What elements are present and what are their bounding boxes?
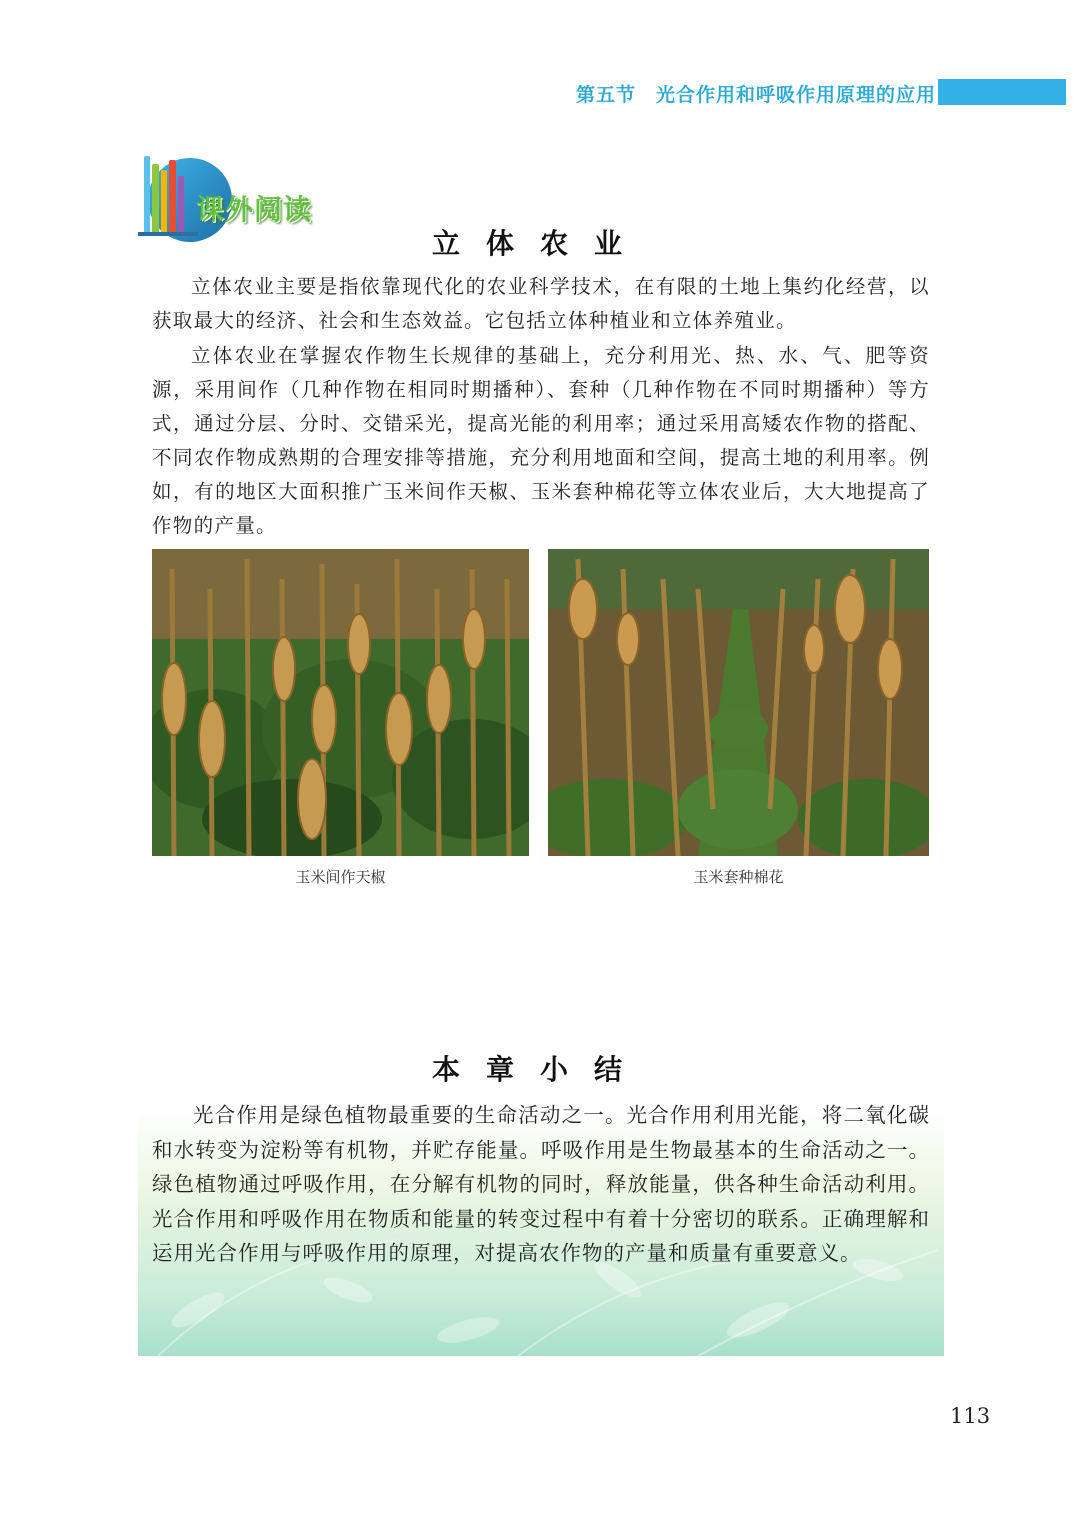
chapter-header-title: 第五节 光合作用和呼吸作用原理的应用: [575, 84, 936, 106]
corn-cotton-photo: [548, 549, 929, 856]
corn-pepper-photo: [152, 549, 529, 856]
summary-title: 本章小结: [431, 1053, 648, 1086]
reading-title: 立体农业: [431, 227, 648, 260]
header-accent-bar: [938, 79, 1066, 105]
reading-paragraph-1: 立体农业主要是指依靠现代化的农业科学技术，在有限的土地上集约化经营，以获取最大的经济、社会和生态效益。它包括立体种植业和立体养殖业。: [152, 275, 930, 332]
figure-caption-2: 玉米套种棉花: [693, 868, 784, 886]
page-number: 113: [950, 1404, 991, 1428]
summary-paragraph: 光合作用是绿色植物最重要的生命活动之一。光合作用利用光能，将二氧化碳和水转变为淀粉等有机物，并贮存能量。呼吸作用是生物最基本的生命活动之一。绿色植物通过呼吸作用，在分解有机物的同时，释放能量，供各种生命活动利用。光合作用和呼吸作用在物质和能量的转变过程中有着十分密切的联系。正确理解和运用光合作用与呼吸作用的原理，对提高农作物的产量和质量有重要意义。: [152, 1103, 930, 1265]
reading-paragraph-2: 立体农业在掌握农作物生长规律的基础上，充分利用光、热、水、气、肥等资源，采用间作（几种作物在相同时期播种）、套种（几种作物在不同时期播种）等方式，通过分层、分时、交错采光，提高光能的利用率；通过采用高矮农作物的搭配、不同农作物成熟期的合理安排等措施，充分利用地面和空间，提高土地的利用率。例如，有的地区大面积推广玉米间作天椒、玉米套种棉花等立体农业后，大大地提高了作物的产量。: [152, 344, 930, 537]
figure-caption-1: 玉米间作天椒: [295, 868, 386, 886]
badge-label: 课外阅读: [196, 193, 313, 226]
